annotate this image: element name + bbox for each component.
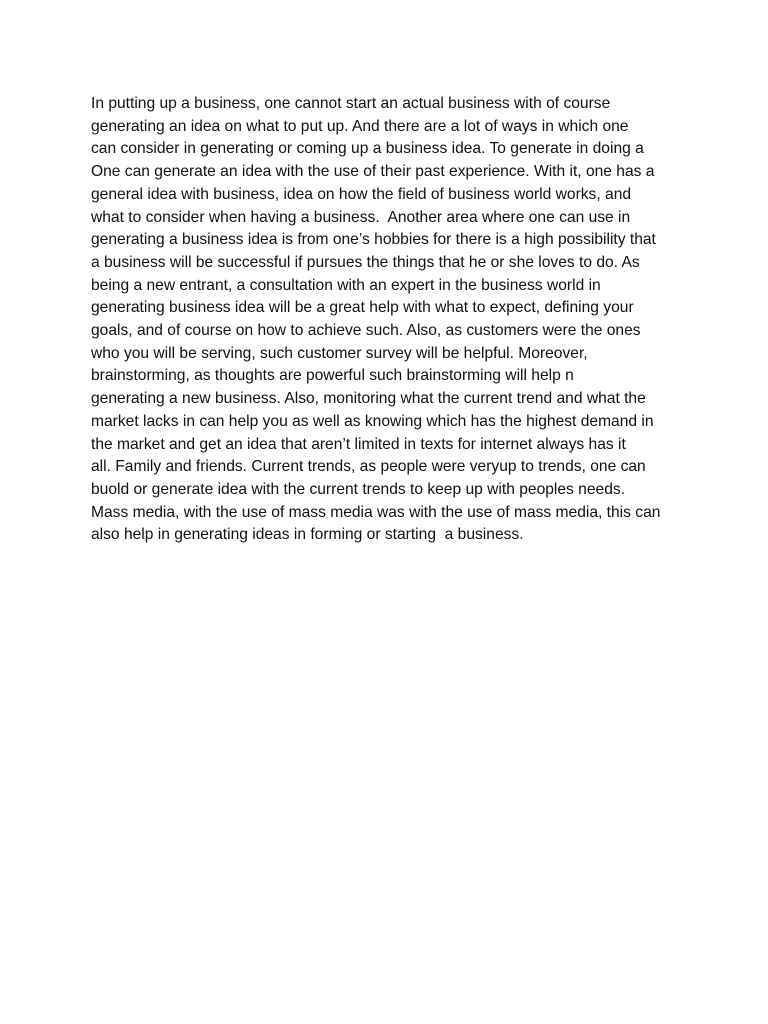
paragraph-line: generating business idea will be a great help with what to expect, defining your <box>91 299 634 317</box>
paragraph-line: the market and get an idea that aren’t limited in texts for internet always has it <box>91 435 626 453</box>
paragraph-line: One can generate an idea with the use of their past experience. With it, one has a <box>91 163 655 181</box>
paragraph-line: generating a new business. Also, monitoring what the current trend and what the <box>91 390 646 408</box>
paragraph-line: buold or generate idea with the current trends to keep up with peoples needs. <box>91 480 626 498</box>
paragraph-line: can consider in generating or coming up a business idea. To generate in doing a <box>91 140 644 158</box>
paragraph-line: being a new entrant, a consultation with an expert in the business world in <box>91 276 601 294</box>
paragraph-line: who you will be serving, such customer survey will be helpful. Moreover, <box>91 344 588 362</box>
paragraph-line: market lacks in can help you as well as knowing which has the highest demand in <box>91 412 654 430</box>
paragraph-line: goals, and of course on how to achieve such. Also, as customers were the ones <box>91 322 641 340</box>
paragraph-line: all. Family and friends. Current trends, as people were veryup to trends, one can <box>91 458 646 476</box>
paragraph-line: In putting up a business, one cannot start an actual business with of course <box>91 95 611 112</box>
paragraph-line: Mass media, with the use of mass media was with the use of mass media, this can <box>91 503 661 521</box>
paragraph-line: what to consider when having a business. Another area where one can use in <box>91 208 631 226</box>
paragraph-line: generating a business idea is from one’s hobbies for there is a high possibility that <box>91 231 656 249</box>
paragraph-line: brainstorming, as thoughts are powerful such brainstorming will help n <box>91 367 574 385</box>
paragraph-line: general idea with business, idea on how the field of business world works, and <box>91 185 632 203</box>
paragraph-line: also help in generating ideas in forming or starting a business. <box>91 526 524 544</box>
paragraph-line: a business will be successful if pursues the things that he or she loves to do. As <box>91 253 640 271</box>
paragraph-line: generating an idea on what to put up. And there are a lot of ways in which one <box>91 117 629 135</box>
body-paragraph <box>91 93 691 547</box>
